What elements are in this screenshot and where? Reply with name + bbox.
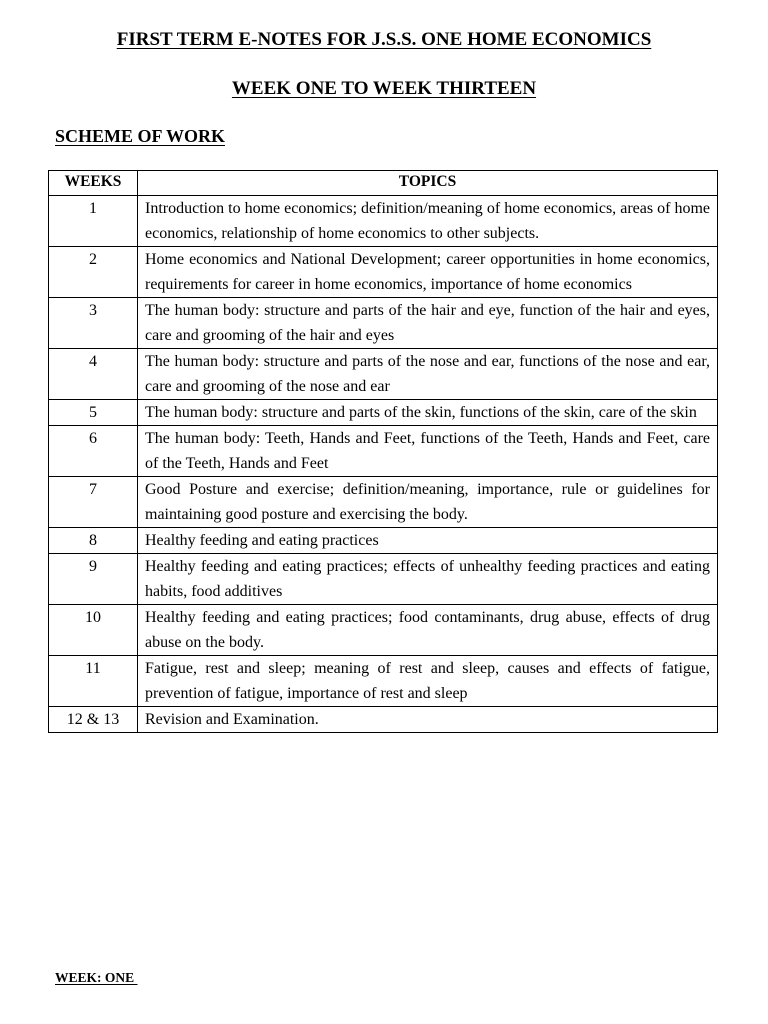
topic-cell: The human body: structure and parts of the skin, functions of the skin, care of the skin [138, 400, 718, 426]
topic-cell: Healthy feeding and eating practices; effects of unhealthy feeding practices and eating habits, food additives [138, 554, 718, 605]
table-row [49, 528, 718, 554]
topic-cell: Fatigue, rest and sleep; meaning of rest and sleep, causes and effects of fatigue, prevention of fatigue, importance of rest and sleep [138, 656, 718, 707]
topic-cell: Healthy feeding and eating practices; food contaminants, drug abuse, effects of drug abuse on the body. [138, 605, 718, 656]
table-row [49, 605, 718, 656]
weeks-column-header: WEEKS [49, 171, 138, 196]
week-number-cell: 12 & 13 [49, 707, 138, 733]
table-row [49, 426, 718, 477]
table-row [49, 477, 718, 528]
week-number-cell: 10 [49, 605, 138, 656]
week-number-cell: 3 [49, 298, 138, 349]
table-row [49, 656, 718, 707]
table-row [49, 349, 718, 400]
table-row [49, 298, 718, 349]
topic-cell: The human body: structure and parts of the nose and ear, functions of the nose and ear, care and grooming of the nose and ear [138, 349, 718, 400]
week-one-label: WEEK: ONE [55, 970, 138, 985]
topic-cell: Home economics and National Development; career opportunities in home economics, requirements for career in home economics, importance of home economics [138, 247, 718, 298]
topic-cell: The human body: Teeth, Hands and Feet, functions of the Teeth, Hands and Feet, care of the Teeth, Hands and Feet [138, 426, 718, 477]
week-number-cell: 7 [49, 477, 138, 528]
table-header-row [49, 171, 718, 196]
section-heading-scheme-of-work: SCHEME OF WORK [55, 126, 226, 146]
table-row [49, 554, 718, 605]
topic-cell: Good Posture and exercise; definition/meaning, importance, rule or guidelines for maintaining good posture and exercising the body. [138, 477, 718, 528]
table-row [49, 400, 718, 426]
topic-cell: The human body: structure and parts of the hair and eye, function of the hair and eyes, care and grooming of the hair and eyes [138, 298, 718, 349]
week-number-cell: 5 [49, 400, 138, 426]
table-row [49, 196, 718, 247]
week-number-cell: 4 [49, 349, 138, 400]
week-number-cell: 6 [49, 426, 138, 477]
document-subtitle: WEEK ONE TO WEEK THIRTEEN [231, 78, 537, 99]
table-row [49, 707, 718, 733]
topic-cell: Healthy feeding and eating practices [138, 528, 718, 554]
topic-cell: Revision and Examination. [138, 707, 718, 733]
document-title: FIRST TERM E-NOTES FOR J.S.S. ONE HOME ECONOMICS [116, 29, 652, 50]
week-number-cell: 1 [49, 196, 138, 247]
week-number-cell: 9 [49, 554, 138, 605]
topics-column-header: TOPICS [138, 171, 718, 196]
table-row [49, 247, 718, 298]
week-number-cell: 11 [49, 656, 138, 707]
topic-cell: Introduction to home economics; definition/meaning of home economics, areas of home economics, relationship of home economics to other subjects. [138, 196, 718, 247]
week-number-cell: 2 [49, 247, 138, 298]
scheme-of-work-table [48, 170, 718, 733]
week-number-cell: 8 [49, 528, 138, 554]
